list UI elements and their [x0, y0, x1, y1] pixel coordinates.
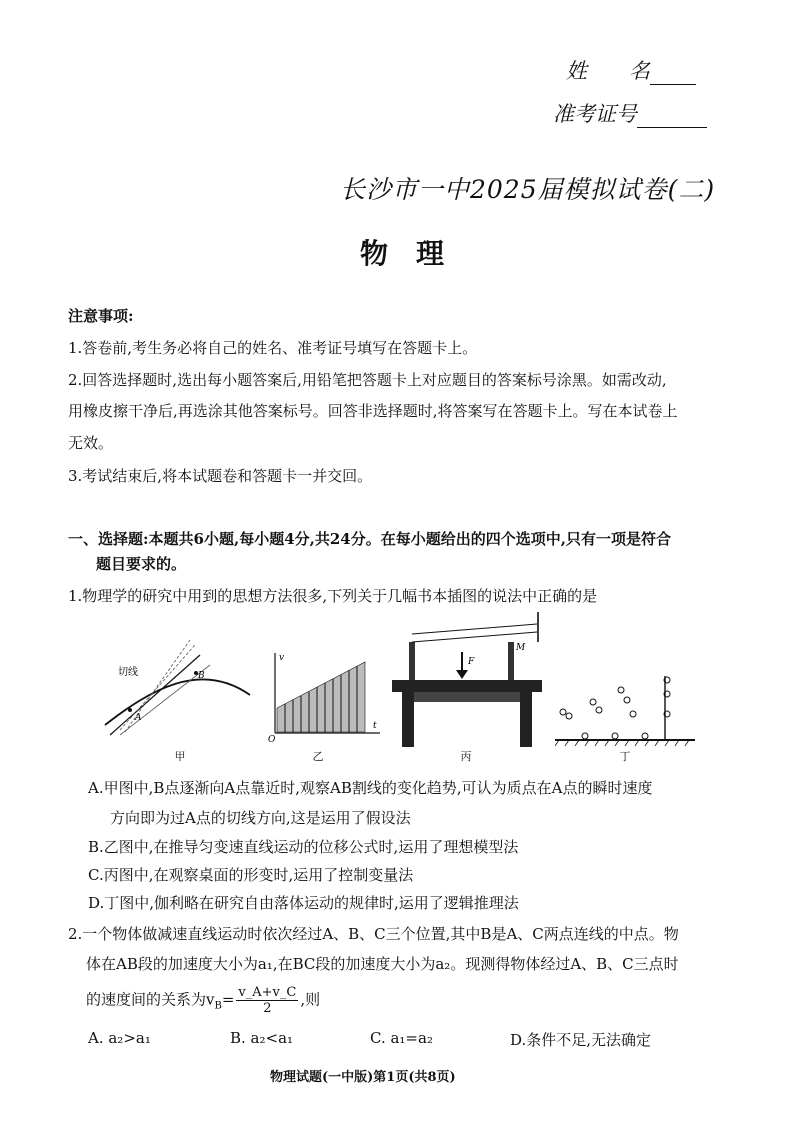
point-b-label: B [198, 671, 205, 681]
caption-yi: 乙 [312, 750, 324, 763]
notice-item-2: 2.回答选择题时,选出每小题答案后,用铅笔把答题卡上对应题目的答案标号涂黑。如需改动, [68, 371, 667, 389]
force-arrow-head [456, 670, 468, 679]
q2-subscript: B [214, 1000, 222, 1012]
q1-option-b: B.乙图中,在推导匀变速直线运动的位移公式时,运用了理想模型法 [88, 838, 519, 856]
q2-option-b: B. a₂<a₁ [230, 1029, 294, 1047]
q2-stem-line2: 体在AB段的加速度大小为a₁,在BC段的加速度大小为a₂。现测得物体经过A、B、C三点时 [86, 955, 679, 973]
trajectory-curve [105, 679, 250, 725]
q2-option-a: A. a₂>a₁ [88, 1029, 151, 1047]
notice-item-2-end: 无效。 [68, 434, 114, 452]
subject-title: 物理 [360, 237, 473, 270]
page-footer: 物理试题(一中版)第1页(共8页) [270, 1070, 456, 1085]
v-axis-label: v [279, 653, 285, 663]
table-leg-right [520, 692, 532, 747]
figure-jia [100, 640, 260, 740]
figure-yi [265, 648, 385, 743]
exam-id-field [553, 98, 707, 128]
caption-ding: 丁 [619, 750, 631, 763]
origin-label: O [268, 735, 276, 743]
laser-stand [409, 642, 415, 680]
section1-heading-cont: 题目要求的。 [96, 555, 187, 573]
table-leg-left [402, 692, 414, 747]
q2-stem-line3 [86, 985, 320, 1016]
exam-id-blank [637, 107, 707, 128]
tangent-label: 切线 [118, 667, 138, 678]
q2-frac-num: v_A+v_C [238, 985, 297, 1000]
q2-fraction [236, 985, 298, 1016]
q2-frac-den: 2 [263, 1001, 272, 1016]
exam-title: 长沙市一中2025届模拟试卷(二) [340, 175, 716, 204]
name-label: 姓 名 [566, 59, 650, 83]
q2-stem-line1: 2.一个物体做减速直线运动时依次经过A、B、C三个位置,其中B是A、C两点连线的中点。物 [68, 925, 679, 943]
area-under-graph [277, 662, 365, 732]
point-a-dot [128, 708, 132, 712]
notice-item-3: 3.考试结束后,将本试题卷和答题卡一并交回。 [68, 467, 373, 485]
light-path-1 [412, 624, 537, 634]
q2-option-c: C. a₁=a₂ [370, 1029, 433, 1047]
mirror-stand [508, 642, 514, 680]
q1-option-a: A.甲图中,B点逐渐向A点靠近时,观察AB割线的变化趋势,可认为质点在A点的瞬时速度 [88, 779, 653, 797]
figure-bing [392, 612, 542, 747]
secant-line-1 [120, 645, 195, 730]
section1-heading: 一、选择题:本题共6小题,每小题4分,共24分。在每小题给出的四个选项中,只有一项是符合 [68, 530, 671, 548]
notice-item-1: 1.答卷前,考生务必将自己的姓名、准考证号填写在答题卡上。 [68, 339, 478, 357]
name-blank [650, 64, 696, 85]
caption-jia: 甲 [174, 750, 186, 763]
notice-item-2-cont: 用橡皮擦干净后,再选涂其他答案标号。回答非选择题时,将答案写在答题卡上。写在本试卷上 [68, 402, 678, 420]
light-path-2 [412, 632, 537, 642]
falling-balls [560, 677, 670, 739]
point-a-label: A [135, 713, 142, 723]
q2-option-d: D.条件不足,无法确定 [510, 1031, 652, 1049]
q2-stem-prefix: 的速度间的关系为v [86, 990, 215, 1009]
q1-option-a-cont: 方向即为过A点的切线方向,这是运用了假设法 [110, 809, 411, 827]
q2-equals: = [221, 990, 235, 1009]
caption-bing: 丙 [460, 750, 472, 763]
figure-ding [555, 676, 695, 746]
force-label: F [468, 657, 475, 667]
notice-heading: 注意事项: [68, 307, 134, 325]
q1-stem: 1.物理学的研究中用到的思想方法很多,下列关于几幅书本插图的说法中正确的是 [68, 587, 598, 605]
q1-option-c: C.丙图中,在观察桌面的形变时,运用了控制变量法 [88, 866, 414, 884]
q2-stem-suffix: ,则 [300, 990, 321, 1009]
t-axis-label: t [373, 721, 377, 731]
name-field [566, 55, 696, 85]
table-apron [414, 692, 520, 702]
q1-option-d: D.丁图中,伽利略在研究自由落体运动的规律时,运用了逻辑推理法 [88, 894, 519, 912]
mirror-label: M [516, 643, 526, 653]
table-top [392, 680, 542, 692]
exam-id-label: 准考证号 [553, 102, 637, 126]
